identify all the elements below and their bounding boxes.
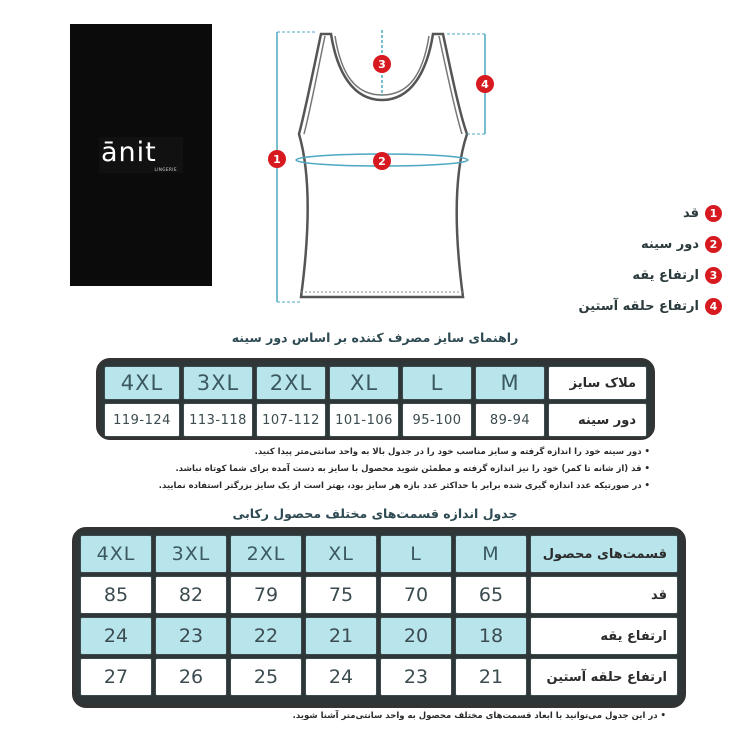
- row-label: قسمت‌های محصول: [530, 535, 678, 573]
- value-cell: 23: [155, 617, 227, 655]
- value-cell: 82: [155, 576, 227, 614]
- row-label: دور سینه: [548, 403, 647, 437]
- note-item: • در صورتیکه عدد اندازه گیری شده برابر با حداکثر عدد بازه هر سایز بود، بهتر است از یک سایز بزرگتر استفاده نمایید.: [10, 478, 650, 495]
- svg-text:3: 3: [378, 58, 386, 71]
- range-cell: 95-100: [402, 403, 472, 437]
- brand-logo: [99, 137, 183, 173]
- legend-label: قد: [682, 206, 699, 221]
- row-label: ارتفاع حلقه آستین: [530, 658, 678, 696]
- legend-item: [522, 229, 722, 260]
- range-cell: 101-106: [329, 403, 399, 437]
- size-cell: XL: [305, 535, 377, 573]
- value-cell: 23: [380, 658, 452, 696]
- size-cell: 2XL: [230, 535, 302, 573]
- table-row: [104, 403, 647, 437]
- table-row: [80, 576, 678, 614]
- red-circle-number-icon: 1: [705, 205, 722, 222]
- legend-label: دور سینه: [640, 237, 699, 252]
- range-cell: 113-118: [183, 403, 253, 437]
- value-cell: 20: [380, 617, 452, 655]
- range-cell: 119-124: [104, 403, 180, 437]
- value-cell: 21: [305, 617, 377, 655]
- value-cell: 24: [80, 617, 152, 655]
- value-cell: 24: [305, 658, 377, 696]
- marker-2: [373, 152, 391, 170]
- size-cell: XL: [329, 366, 399, 400]
- red-circle-number-icon: 3: [705, 267, 722, 284]
- row-label: ارتفاع یقه: [530, 617, 678, 655]
- value-cell: 79: [230, 576, 302, 614]
- value-cell: 18: [455, 617, 527, 655]
- note-item: • قد (از شانه تا کمر) خود را نیز اندازه گرفته و مطمئن شوید محصول با سایز به دست آمده برای شما کوتاه نباشد.: [10, 461, 650, 478]
- svg-text:2: 2: [378, 155, 386, 168]
- value-cell: 26: [155, 658, 227, 696]
- legend-item: [522, 260, 722, 291]
- tank-top-diagram: [255, 22, 515, 312]
- size-cell: L: [380, 535, 452, 573]
- note-item: • دور سینه خود را اندازه گرفته و سایز مناسب خود را در جدول بالا به واحد سانتی‌متر پیدا کنید.: [10, 444, 650, 461]
- value-cell: 70: [380, 576, 452, 614]
- value-cell: 85: [80, 576, 152, 614]
- table-row: [104, 366, 647, 400]
- value-cell: 27: [80, 658, 152, 696]
- row-label: ملاک سایز: [548, 366, 647, 400]
- table-row: [80, 535, 678, 573]
- value-cell: 21: [455, 658, 527, 696]
- size-guide-title: راهنمای سایز مصرف کننده بر اساس دور سینه: [231, 330, 519, 345]
- size-cell: 2XL: [256, 366, 326, 400]
- note-item: • در این جدول می‌توانید با ابعاد قسمت‌های مختلف محصول به واحد سانتی‌متر آشنا شوید.: [26, 708, 666, 725]
- size-cell: 4XL: [80, 535, 152, 573]
- value-cell: 22: [230, 617, 302, 655]
- marker-3: [373, 55, 391, 73]
- svg-text:4: 4: [481, 78, 489, 91]
- size-cell: L: [402, 366, 472, 400]
- red-circle-number-icon: 2: [705, 236, 722, 253]
- svg-text:1: 1: [273, 153, 281, 166]
- size-cell: 4XL: [104, 366, 180, 400]
- range-cell: 107-112: [256, 403, 326, 437]
- logo-subtitle: LINGERIE: [154, 167, 177, 172]
- size-cell: 3XL: [183, 366, 253, 400]
- product-table-note: [26, 708, 666, 725]
- size-guide-notes: [10, 444, 650, 495]
- value-cell: 25: [230, 658, 302, 696]
- measurement-legend: [522, 198, 722, 322]
- table-row: [80, 617, 678, 655]
- legend-label: ارتفاع یقه: [632, 268, 699, 283]
- product-table-title: جدول اندازه قسمت‌های مختلف محصول رکابی: [232, 506, 518, 521]
- marker-1: [268, 150, 286, 168]
- range-cell: 89-94: [475, 403, 545, 437]
- marker-4: [476, 75, 494, 93]
- size-cell: M: [455, 535, 527, 573]
- row-label: قد: [530, 576, 678, 614]
- legend-label: ارتفاع حلقه آستین: [578, 299, 699, 314]
- table-row: [80, 658, 678, 696]
- logo-word: ānit: [101, 137, 157, 168]
- red-circle-number-icon: 4: [705, 298, 722, 315]
- product-measurement-table: [72, 527, 686, 708]
- size-guide-table: [96, 358, 655, 440]
- legend-item: [522, 291, 722, 322]
- size-cell: 3XL: [155, 535, 227, 573]
- brand-logo-panel: [70, 24, 212, 286]
- size-cell: M: [475, 366, 545, 400]
- value-cell: 65: [455, 576, 527, 614]
- value-cell: 75: [305, 576, 377, 614]
- legend-item: [522, 198, 722, 229]
